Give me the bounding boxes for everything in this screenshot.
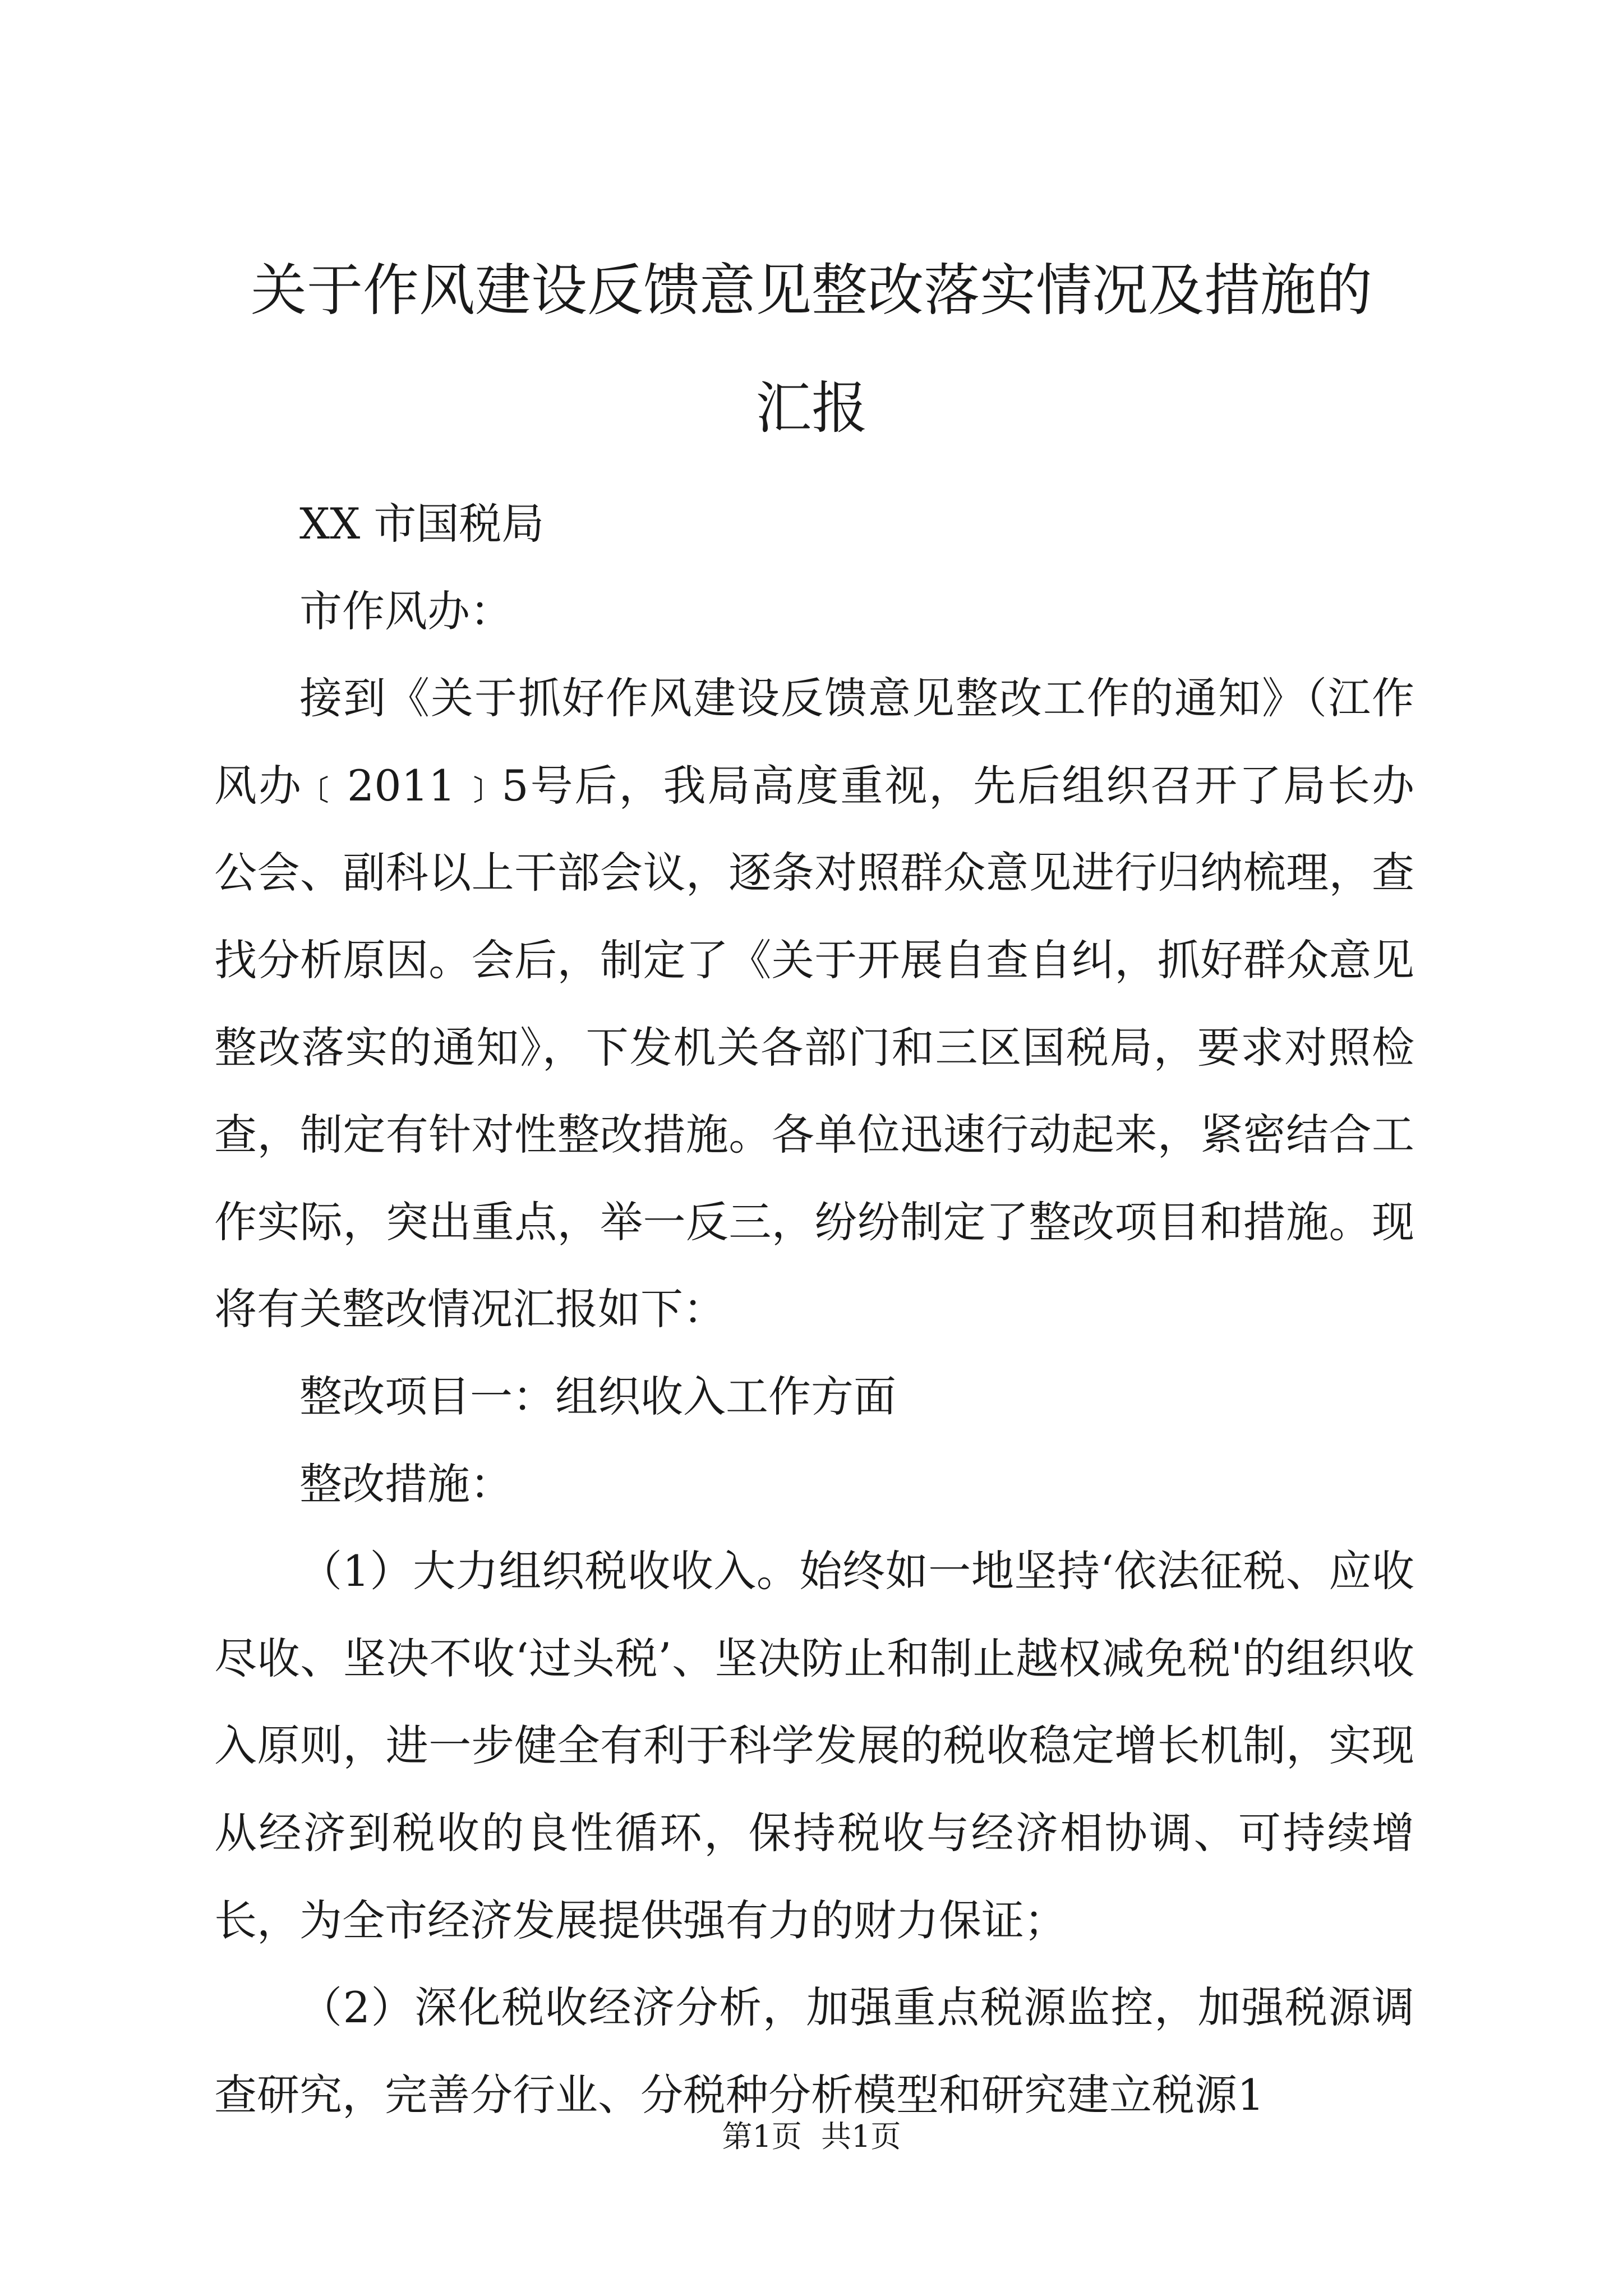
measure-item-1: （1）大力组织税收收入。始终如一地坚持‘依法征税、应收尽收、坚决不收‘过头税’、坚决防止和制止越权减免税'的组织收入原则，进一步健全有利于科学发展的税收稳定增长机制，实现从经济到税收的良性循环，保持税收与经济相协调、可持续增长，为全市经济发展提供强有力的财力保证；: [214, 1546, 1414, 1945]
document-title-line-1: 关于作风建设反馈意见整改落实情况及措施的: [251, 257, 1372, 323]
section-heading: 整改项目一：组织收入工作方面: [299, 1371, 896, 1421]
page-number-footer: [0, 2119, 1623, 2154]
document-title-line-2: 汇报: [755, 375, 868, 441]
page-mid: 页 共: [771, 2119, 852, 2154]
measure-item-2: （2）深化税收经济分析，加强重点税源监控，加强税源调查研究，完善分行业、分税种分析模型和研究建立税源1: [214, 1982, 1414, 2120]
addressee-line: 市作风办：: [299, 586, 513, 636]
measures-heading: 整改措施：: [299, 1458, 513, 1509]
page-number: 1: [752, 2119, 772, 2154]
page-prefix: 第: [722, 2119, 753, 2154]
page-total: 1: [851, 2119, 871, 2154]
page-suffix: 页: [870, 2119, 901, 2154]
document-body: [214, 480, 1414, 2138]
body-paragraph-intro: 接到《关于抓好作风建设反馈意见整改工作的通知》（江作风办﹝2011﹞5号后，我局高度重视，先后组织召开了局长办公会、副科以上干部会议，逐条对照群众意见进行归纳梳理，查找分析原因。会后，制定了《关于开展自查自纠，抓好群众意见整改落实的通知》，下发机关各部门和三区国税局，要求对照检查，制定有针对性整改措施。各单位迅速行动起来，紧密结合工作实际，突出重点，举一反三，纷纷制定了整改项目和措施。现将有关整改情况汇报如下：: [214, 673, 1414, 1335]
issuer-line: XX 市国税局: [299, 499, 545, 549]
